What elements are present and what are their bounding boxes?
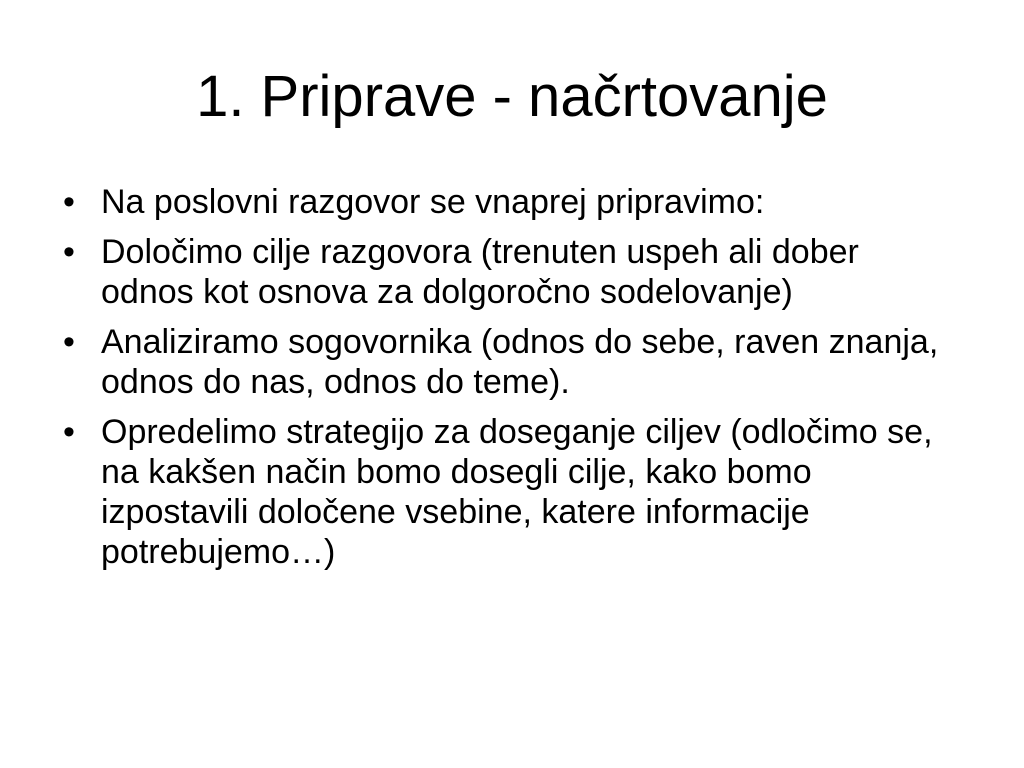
slide-title: 1. Priprave - načrtovanje	[196, 64, 828, 129]
bullet-item	[55, 412, 955, 572]
bullet-text: Določimo cilje razgovora (trenuten uspeh ali dober odnos kot osnova za dolgoročno sodelovanje)	[101, 233, 859, 311]
bullet-icon: •	[63, 413, 75, 451]
bullet-text: Analiziramo sogovornika (odnos do sebe, raven znanja, odnos do nas, odnos do teme).	[101, 323, 939, 401]
bullet-icon: •	[63, 233, 75, 271]
bullet-icon: •	[63, 183, 75, 221]
bullet-item	[55, 182, 955, 222]
bullet-text: Na poslovni razgovor se vnaprej pripravimo:	[101, 183, 765, 221]
bullet-item	[55, 322, 955, 402]
bullet-icon: •	[63, 323, 75, 361]
bullet-item	[55, 232, 955, 312]
bullet-text: Opredelimo strategijo za doseganje ciljev (odločimo se, na kakšen način bomo dosegli cilje, kako bomo izpostavili določene vsebine, katere informacije potrebujemo…)	[101, 413, 933, 571]
bullet-list	[55, 182, 955, 582]
